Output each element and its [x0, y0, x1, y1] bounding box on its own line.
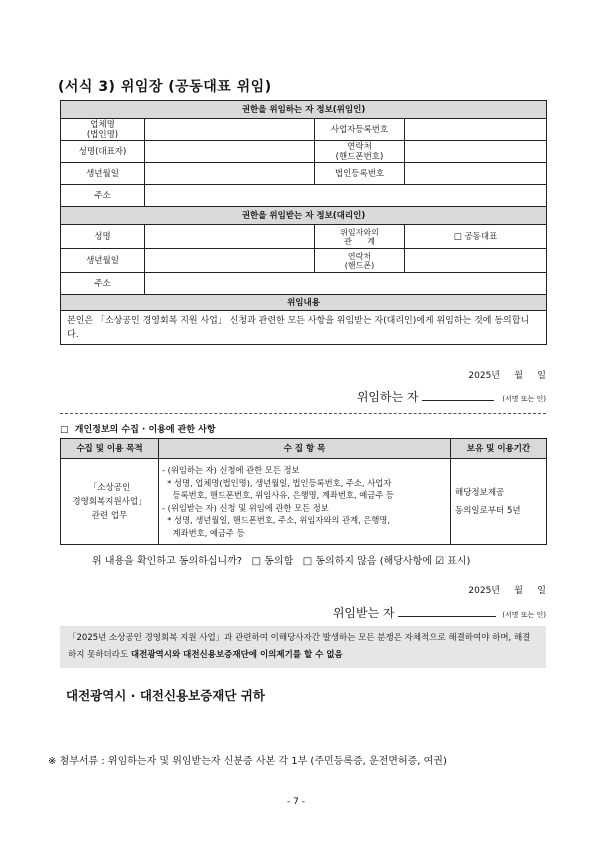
- delegator-signature-field[interactable]: [422, 389, 494, 401]
- delegate-contact-field[interactable]: [405, 249, 547, 273]
- delegator-birth-field[interactable]: [145, 163, 315, 185]
- privacy-item-line: 등록번호, 핸드폰번호, 위임사유, 은행명, 계좌번호, 예금주 등: [162, 490, 394, 500]
- dispute-notice: 「2025년 소상공인 경영회복 지원 사업」과 관련하여 이해당사자간 발생하는 모든 분쟁은 자체적으로 해결하여야 하며, 해결하지 못하더라도 대전광역시와 대전신용보증재단에 이의제기를 할 수 없음: [60, 626, 546, 668]
- corpreg-label: 법인등록번호: [315, 163, 405, 185]
- delegator-address-label: 주소: [61, 185, 145, 207]
- privacy-col-purpose: 수집 및 이용 목적: [61, 439, 159, 459]
- relation-label: 위임자와의 관 계: [315, 225, 405, 249]
- delegate-signer-label: 위임받는 자: [332, 606, 395, 620]
- delegator-address-field[interactable]: [145, 185, 547, 207]
- privacy-item-line: - (위임받는 자) 신청 및 위임에 관한 모든 정보: [162, 502, 329, 513]
- delegate-address-field[interactable]: [145, 273, 547, 295]
- delegation-statement: 본인은 「소상공인 경영회복 지원 사업」 신청과 관련한 모든 사항을 위임받는 자(대리인)에게 위임하는 것에 동의합니다.: [61, 311, 547, 345]
- delegate-name-field[interactable]: [145, 225, 315, 249]
- privacy-col-period: 보유 및 이용기간: [451, 439, 547, 459]
- content-header: 위임내용: [61, 295, 547, 311]
- privacy-col-items: 수 집 항 목: [159, 439, 451, 459]
- delegator-contact-label: 연락처 (핸드폰번호): [315, 141, 405, 163]
- delegate-sign-note: (서명 또는 인): [502, 611, 546, 619]
- delegator-birth-label: 생년월일: [61, 163, 145, 185]
- page-number: - 7 -: [287, 797, 305, 807]
- privacy-table: [60, 438, 547, 545]
- delegate-signature-field[interactable]: [398, 605, 496, 617]
- bizreg-field[interactable]: [405, 119, 547, 141]
- delegator-contact-field[interactable]: [405, 141, 547, 163]
- bizreg-label: 사업자등록번호: [315, 119, 405, 141]
- privacy-items-cell: [159, 459, 451, 545]
- delegate-birth-label: 생년월일: [61, 249, 145, 273]
- delegate-header: 권한을 위임받는 자 정보(대리인): [61, 207, 547, 225]
- representative-name-label: 성명(대표자): [61, 141, 145, 163]
- delegator-sign-note: (서명 또는 인): [502, 395, 546, 403]
- delegation-info-table: [60, 100, 547, 345]
- delegate-address-label: 주소: [61, 273, 145, 295]
- dispute-notice-emphasis: 대전광역시와 대전신용보증재단에 이의제기를 할 수 없음: [130, 650, 343, 660]
- representative-name-field[interactable]: [145, 141, 315, 163]
- company-name-field[interactable]: [145, 119, 315, 141]
- attachment-note: ※ 첨부서류 : 위임하는자 및 위임받는자 신분증 사본 각 1부 (주민등록증, 운전면허증, 여권): [48, 756, 447, 767]
- privacy-period-cell: 해당정보제공 동의일로부터 5년: [451, 459, 547, 545]
- delegate-name-label: 성명: [61, 225, 145, 249]
- delegator-signature-line: [357, 388, 546, 405]
- section-divider: [60, 413, 546, 414]
- privacy-item-line: * 성명, 업체명(법인명), 생년월일, 법인등록번호, 주소, 사업자: [162, 477, 392, 488]
- privacy-date: 2025년 월 일: [468, 586, 546, 596]
- delegate-birth-field[interactable]: [145, 249, 315, 273]
- recipient: 대전광역시 · 대전신용보증재단 귀하: [66, 688, 265, 703]
- privacy-consent-question[interactable]: 위 내용을 확인하고 동의하십니까? □ 동의함 □ 동의하지 않음 (해당사항에 ☑ 표시): [92, 556, 471, 567]
- privacy-item-line: 계좌번호, 예금주 등: [162, 527, 245, 538]
- corpreg-field[interactable]: [405, 163, 547, 185]
- privacy-heading: □ 개인정보의 수집 · 이용에 관한 사항: [60, 425, 216, 435]
- delegation-date: 2025년 월 일: [468, 371, 546, 381]
- delegate-signature-line: [333, 604, 546, 621]
- privacy-purpose-cell: 「소상공인 경영회복지원사업」 관련 업무: [61, 459, 159, 545]
- delegator-header: 권한을 위임하는 자 정보(위임인): [61, 101, 547, 119]
- privacy-item-line: * 성명, 생년월일, 핸드폰번호, 주소, 위임자와의 관계, 은행명,: [162, 515, 391, 525]
- delegator-signer-label: 위임하는 자: [356, 390, 419, 404]
- privacy-item-line: - (위임하는 자) 신청에 관한 모든 정보: [162, 465, 300, 475]
- company-name-label: 업체명 (법인명): [61, 119, 145, 141]
- delegate-contact-label: 연락처 (핸드폰): [315, 249, 405, 273]
- relation-checkbox-co-representative[interactable]: □ 공동대표: [405, 225, 547, 249]
- form-title: (서식 3) 위임장 (공동대표 위임): [58, 79, 272, 95]
